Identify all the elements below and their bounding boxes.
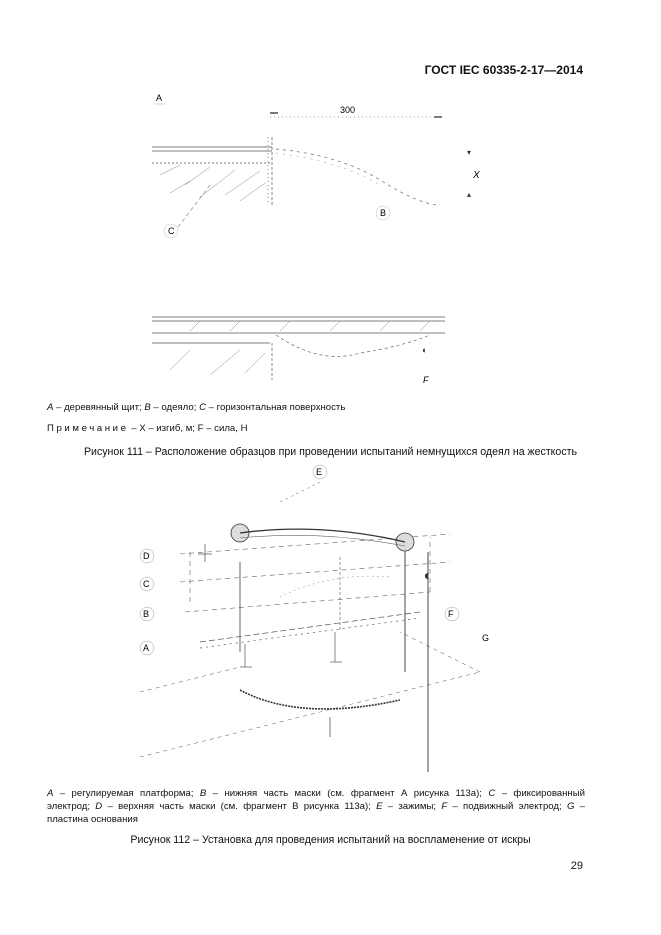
svg-text:▴: ▴	[467, 190, 472, 199]
figure-111-drawing	[140, 85, 500, 395]
label-a: A	[156, 93, 163, 103]
figure-112-drawing	[130, 462, 510, 777]
label-b: B	[143, 609, 150, 619]
figure-111-legend: A – деревянный щит; B – одеяло; C – горизонтальная поверхность	[47, 402, 346, 413]
platform-disc	[240, 690, 400, 709]
figure-112-legend: A – регулируемая платформа; B – нижняя часть маски (см. фрагмент А рисунка 113а); C – фиксированный электрод; D – верхняя часть маски (см. фрагмент В рисунка 113а); E – зажимы; F – подвижный электрод; G – пластина основания	[47, 788, 585, 825]
mask-lower	[185, 592, 430, 612]
clamps	[231, 524, 414, 551]
label-d: D	[143, 551, 150, 561]
label-b: B	[380, 208, 387, 218]
svg-text:◖: ◖	[421, 345, 427, 355]
blanket-force-curve	[276, 335, 430, 356]
platform-top	[200, 612, 420, 642]
fixed-electrode-level	[180, 562, 450, 582]
svg-text:▾: ▾	[467, 148, 472, 157]
figure-112-caption: Рисунок 112 – Установка для проведения испытаний на воспламенение от искры	[130, 834, 531, 846]
svg-text:◖: ◖	[422, 567, 431, 583]
label-g: G	[482, 633, 490, 643]
blanket-curve	[276, 149, 440, 205]
figure-111-caption: Рисунок 111 – Расположение образцов при проведении испытаний немнущихся одеял на жесткость	[83, 446, 577, 458]
page-number: 29	[570, 860, 583, 872]
figure-111-note: Примечание – X – изгиб, м; F – сила, Н	[47, 423, 248, 434]
label-x: X	[473, 170, 480, 181]
document-header: ГОСТ IEC 60335-2-17—2014	[424, 63, 583, 77]
base-plate-front	[140, 672, 480, 757]
dimension-label: 300	[340, 105, 356, 115]
label-e: E	[316, 467, 323, 477]
label-f: F	[423, 375, 429, 385]
label-f: F	[448, 609, 454, 619]
label-c: C	[143, 579, 150, 589]
label-a: A	[143, 643, 150, 653]
label-c: C	[168, 226, 175, 236]
